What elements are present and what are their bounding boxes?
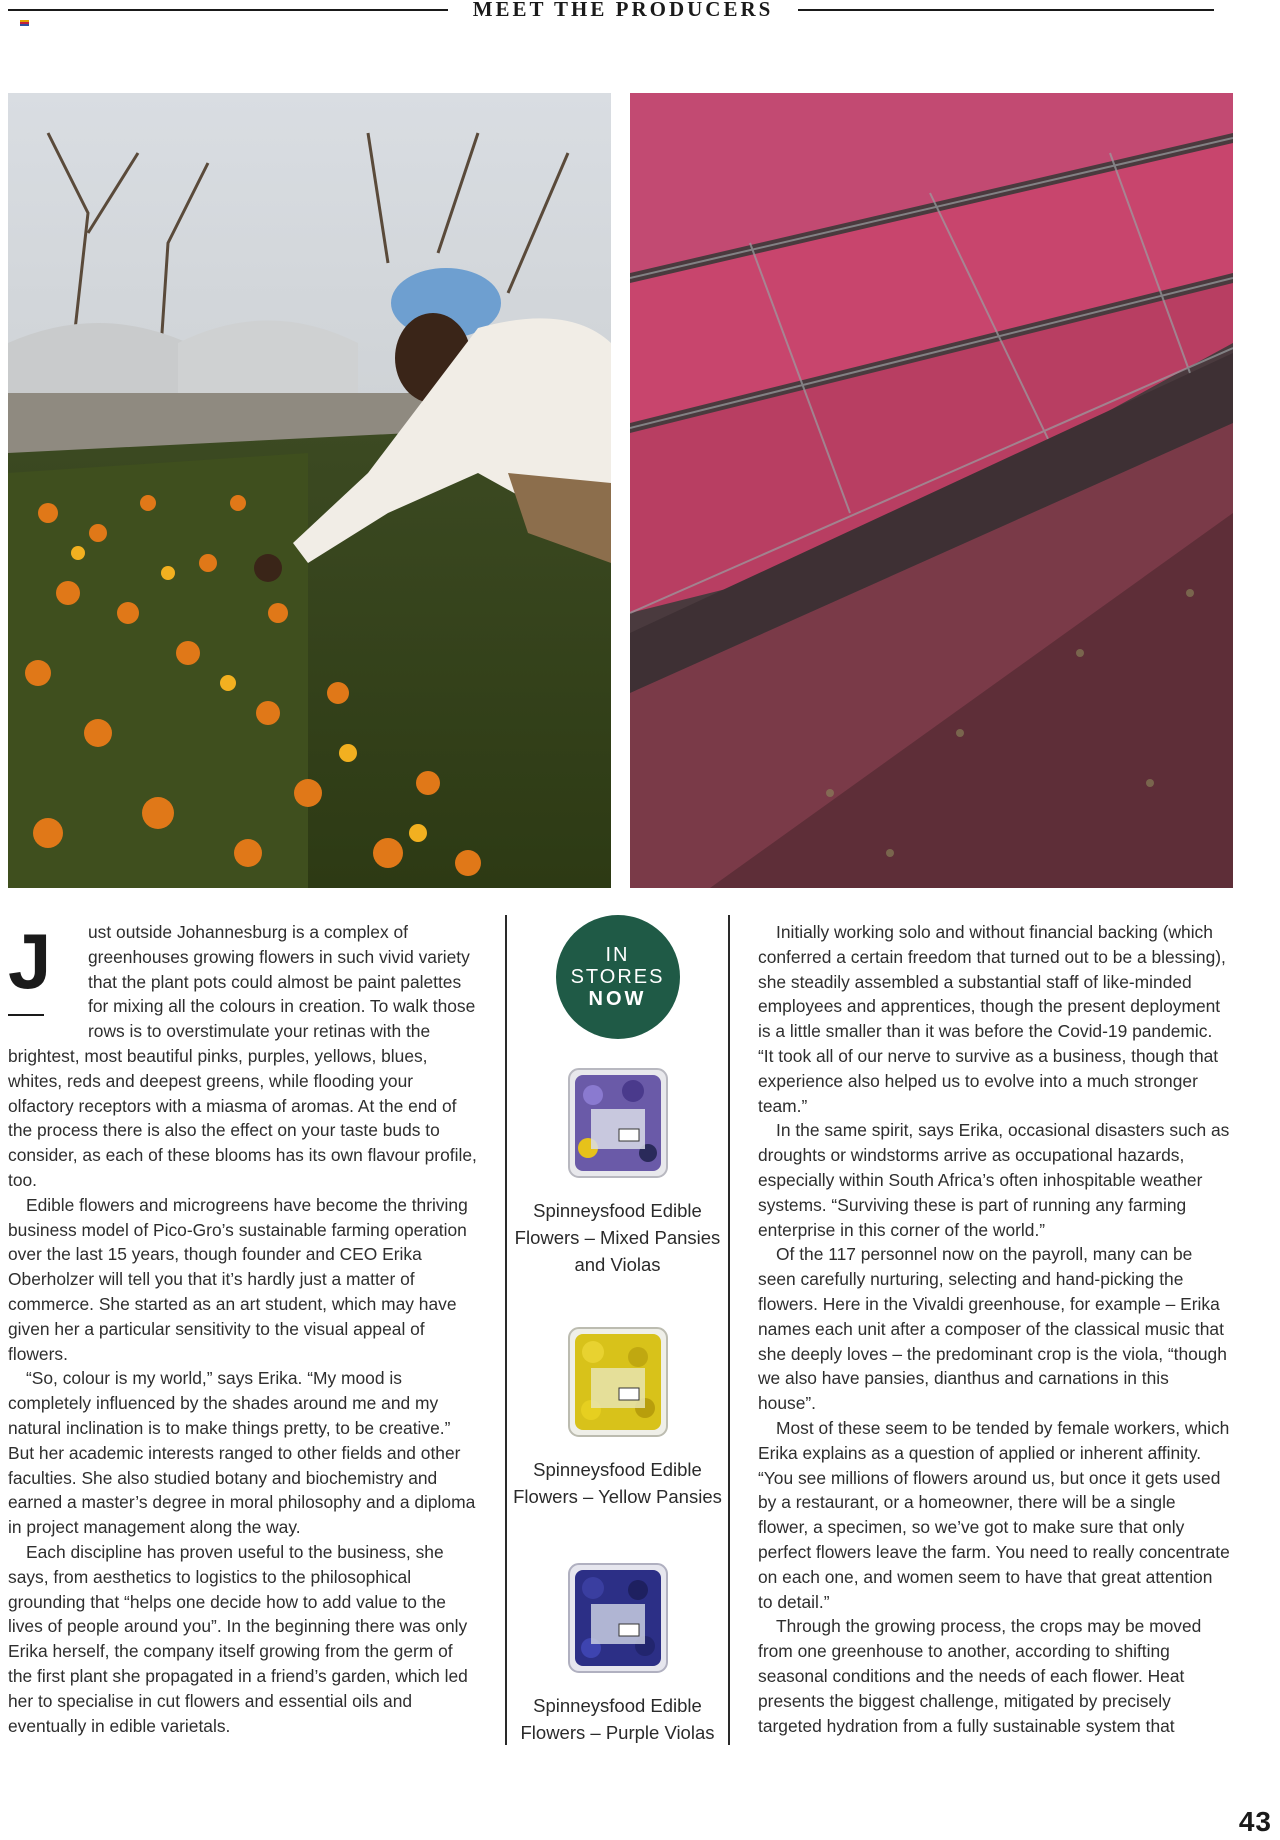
section-title: MEET THE PRODUCERS (472, 0, 774, 21)
article-paragraph: ust outside Johannesburg is a complex of greenhouses growing flowers in such vivid variety that the plant pots could almost be paint palettes for mixing all the colours in creation. To walk those rows is to overstimulate your retinas with the brightest, most beautiful pinks, purples, yellows, blues, whites, reds and deepest greens, while flooding your olfactory receptors with a miasma of aromas. At the end of the process there is also the effect on your taste buds to consider, as each of these blooms has its own flavour profile, too. (8, 922, 477, 1190)
product-pack-icon (563, 1063, 673, 1183)
drop-cap: J (8, 920, 88, 1020)
photo-microgreen-trays (630, 93, 1233, 888)
article-column-right (758, 920, 1230, 1738)
product-card (505, 1558, 730, 1746)
article-column-left (8, 917, 478, 1738)
in-stores-badge: IN STORES NOW (556, 915, 680, 1039)
product-pack-icon (563, 1558, 673, 1678)
product-caption: Spinneysfood Edible Flowers – Yellow Pansies (513, 1459, 722, 1507)
article-paragraph: Through the growing process, the crops may be moved from one greenhouse to another, according to shifting seasonal conditions and the needs of each flower. Heat presents the biggest challenge, mitigated by precisely targeted hydration from a fully sustainable system that (758, 1616, 1202, 1736)
page-number: 43 (1238, 1806, 1272, 1837)
article-paragraph: Initially working solo and without financial backing (which conferred a certain freedom that turned out to be a blessing), she steadily assembled a substantial staff of like-minded employees and apprentices, though the present deployment is a little smaller than it was before the Covid-19 pandemic. “It took all of our nerve to survive as a business, though that experience also helped us to evolve into a much stronger team.” (758, 922, 1226, 1116)
product-card (505, 1063, 730, 1278)
article-paragraph: Most of these seem to be tended by female workers, which Erika explains as a question of applied or inherent affinity. “You see millions of flowers around us, but once it gets used by a restaurant, or a homeowner, there will be a single flower, a specimen, so we’ve got to make sure that only perfect flowers leave the farm. You need to really concentrate on each one, and women seem to have that great attention to detail.” (758, 1417, 1230, 1612)
section-header (8, 0, 1214, 22)
product-card (505, 1322, 730, 1510)
in-stores-sidebar (505, 915, 730, 1746)
product-caption: Spinneysfood Edible Flowers – Purple Violas (520, 1695, 715, 1743)
photo-worker-flowers (8, 93, 611, 888)
article-paragraph: Edible flowers and microgreens have become the thriving business model of Pico-Gro’s sustainable farming operation over the last 15 years, though founder and CEO Erika Oberholzer will tell you that it’s hardly just a matter of commerce. She started as an art student, which may have given her a particular sensitivity to the visual appeal of flowers. (8, 1194, 468, 1364)
article-paragraph: Of the 117 personnel now on the payroll, many can be seen carefully nurturing, selecting and hand-picking the flowers. Here in the Vivaldi greenhouse, for example – Erika names each unit after a composer of the classical music that she deeply loves – the predominant crop is the viola, “though we also have pansies, dianthus and carnations in this house”. (758, 1244, 1227, 1414)
article-paragraph: Each discipline has proven useful to the business, she says, from aesthetics to logistics to the philosophical grounding that “helps one decide how to add value to the lives of people around you”. In the beginning there was only Erika herself, the company itself growing from the germ of the first plant she propagated in a friend’s garden, which led her to specialise in cut flowers and essential oils and eventually in edible varietals. (8, 1541, 468, 1736)
header-rule-right (798, 9, 1214, 11)
product-caption: Spinneysfood Edible Flowers – Mixed Pansies and Violas (514, 1200, 721, 1275)
color-marker-icon (20, 20, 29, 26)
product-pack-icon (563, 1322, 673, 1442)
article-paragraph: In the same spirit, says Erika, occasional disasters such as droughts or windstorms arrive as occupational hazards, especially within South Africa’s often inhospitable weather systems. “Surviving these is part of running any farming enterprise in this corner of the world.” (758, 1120, 1230, 1240)
article-paragraph: “So, colour is my world,” says Erika. “My mood is completely influenced by the shades around me and my natural inclination is to make things pretty, to be creative.” But her academic interests ranged to other fields and other faculties. She also studied botany and biochemistry and earned a master’s degree in moral philosophy and a diploma in project management along the way. (8, 1368, 476, 1538)
header-rule-left (8, 9, 448, 11)
